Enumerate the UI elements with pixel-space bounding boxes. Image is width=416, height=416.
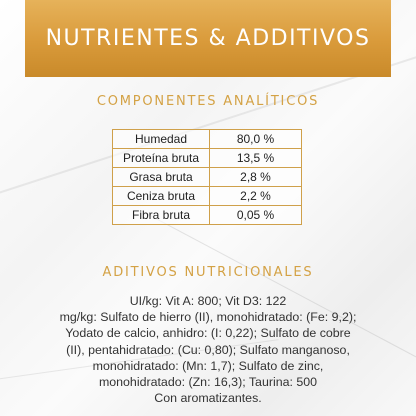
table-cell-label: Ceniza bruta [113,187,210,206]
table-row [113,130,302,149]
page-title: NUTRIENTES & ADDITIVOS [45,26,371,51]
table-row [113,168,302,187]
table-cell-value: 0,05 % [210,206,302,225]
table-cell-value: 80,0 % [210,130,302,149]
analytic-components-table [112,129,302,225]
additives-line: (II), pentahidratado: (Cu: 0,80); Sulfato manganoso, [66,342,350,357]
table-cell-value: 2,2 % [210,187,302,206]
additives-line: monohidratado: (Zn: 16,3); Taurina: 500 [98,375,318,390]
header-banner [25,0,391,77]
additives-line: Con aromatizantes. [154,391,262,406]
additives-text [20,293,396,406]
table-cell-value: 2,8 % [210,168,302,187]
additives-line: mg/kg: Sulfato de hierro (II), monohidratado: (Fe: 9,2); [59,310,357,325]
table-cell-label: Fibra bruta [113,206,210,225]
table-row [113,206,302,225]
analytic-components-title: COMPONENTES ANALÍTICOS [96,94,320,109]
additives-line: Yodato de calcio, anhidro: (I: 0,22); Sulfato de cobre [65,326,351,341]
table-row [113,149,302,168]
table-row [113,187,302,206]
table-cell-label: Humedad [113,130,210,149]
additives-line: monohidratado: (Mn: 1,7); Sulfato de zinc, [92,358,324,373]
additives-line: UI/kg: Vit A: 800; Vit D3: 122 [129,294,287,308]
nutritional-additives-title: ADITIVOS NUTRICIONALES [102,265,314,280]
table-cell-label: Proteína bruta [113,149,210,168]
table-cell-value: 13,5 % [210,149,302,168]
table-cell-label: Grasa bruta [113,168,210,187]
